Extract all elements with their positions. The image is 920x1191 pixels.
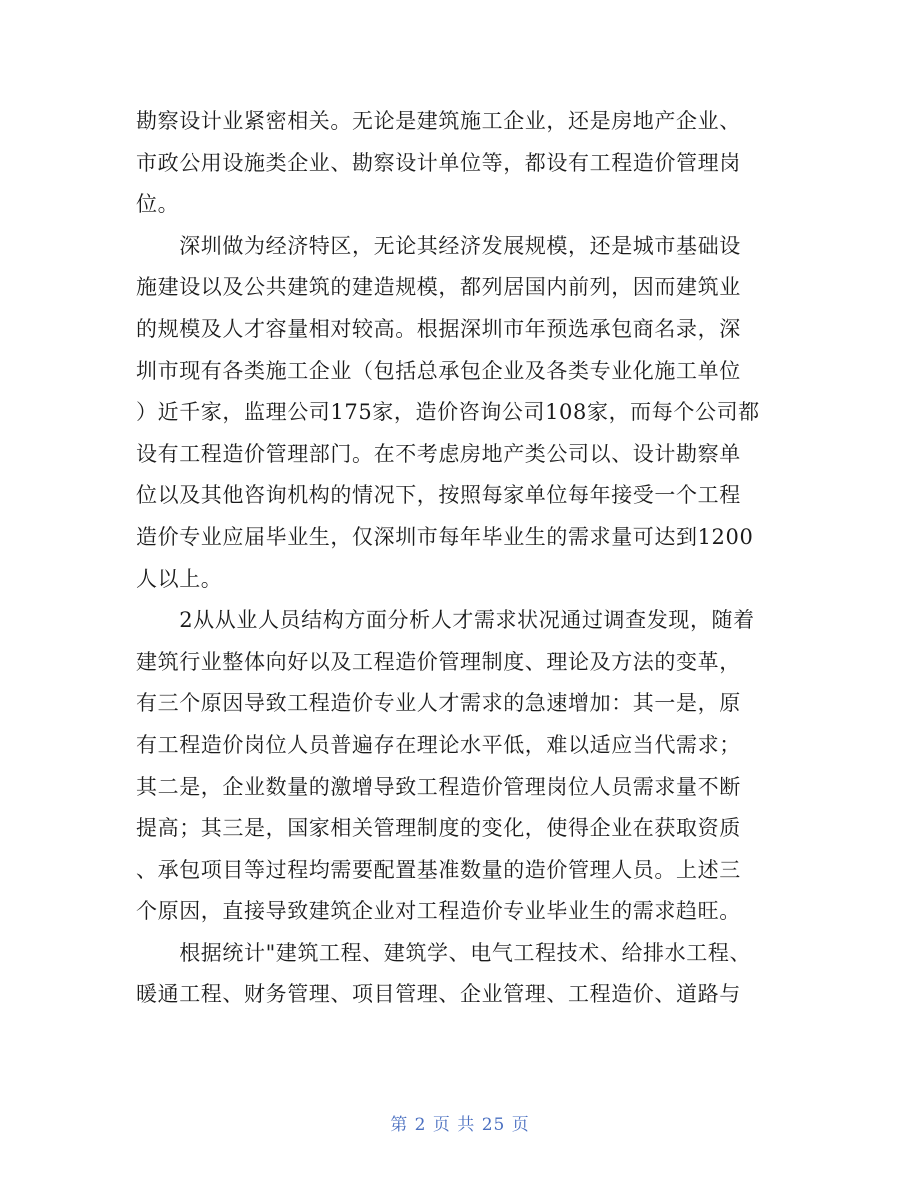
text-line: 个原因，直接导致建筑企业对工程造价专业毕业生的需求趋旺。: [136, 899, 741, 924]
text-line: 圳市现有各类施工企业（包括总承包企业及各类专业化施工单位: [136, 358, 741, 383]
text-line: 造价专业应届毕业生，仅深圳市每年毕业生的需求量可达到1200: [136, 524, 754, 549]
text-line: 暖通工程、财务管理、项目管理、企业管理、工程造价、道路与: [136, 982, 741, 1007]
text-line: 位。: [136, 192, 180, 217]
paragraph-4: [136, 933, 786, 1016]
text-line: 施建设以及公共建筑的建造规模，都列居国内前列，因而建筑业: [136, 275, 741, 300]
text-line: 提高；其三是，国家相关管理制度的变化，使得企业在获取资质: [136, 816, 741, 841]
text-line: 有工程造价岗位人员普遍存在理论水平低，难以适应当代需求；: [136, 732, 741, 757]
text-line: 勘察设计业紧密相关。无论是建筑施工企业，还是房地产企业、: [136, 109, 741, 133]
text-line: 2从从业人员结构方面分析人才需求状况通过调查发现，随着: [136, 608, 755, 633]
page-number-footer: 第 2 页 共 25 页: [390, 1115, 530, 1135]
text-line: 市政公用设施类企业、勘察设计单位等，都设有工程造价管理岗: [136, 150, 741, 175]
paragraph-2: [136, 226, 786, 600]
text-line: 设有工程造价管理部门。在不考虑房地产类公司以、设计勘察单: [136, 441, 741, 466]
document-body: [136, 101, 786, 1016]
paragraph-3: [136, 600, 786, 933]
text-line: 深圳做为经济特区，无论其经济发展规模，还是城市基础设: [136, 233, 741, 258]
text-line: 根据统计"建筑工程、建筑学、电气工程技术、给排水工程、: [136, 940, 752, 965]
text-line: 建筑行业整体向好以及工程造价管理制度、理论及方法的变革，: [136, 649, 741, 674]
text-line: 的规模及人才容量相对较高。根据深圳市年预选承包商名录，深: [136, 316, 741, 341]
text-line: 其二是，企业数量的激增导致工程造价管理岗位人员需求量不断: [136, 774, 741, 799]
text-line: 、承包项目等过程均需要配置基准数量的造价管理人员。上述三: [136, 857, 741, 882]
text-line: 人以上。: [136, 566, 223, 591]
paragraph-1: [136, 101, 786, 226]
text-line: 有三个原因导致工程造价专业人才需求的急速增加：其一是，原: [136, 691, 741, 716]
text-line: 位以及其他咨询机构的情况下，按照每家单位每年接受一个工程: [136, 483, 741, 508]
text-line: ）近千家，监理公司175家，造价咨询公司108家，而每个公司都: [136, 400, 760, 425]
